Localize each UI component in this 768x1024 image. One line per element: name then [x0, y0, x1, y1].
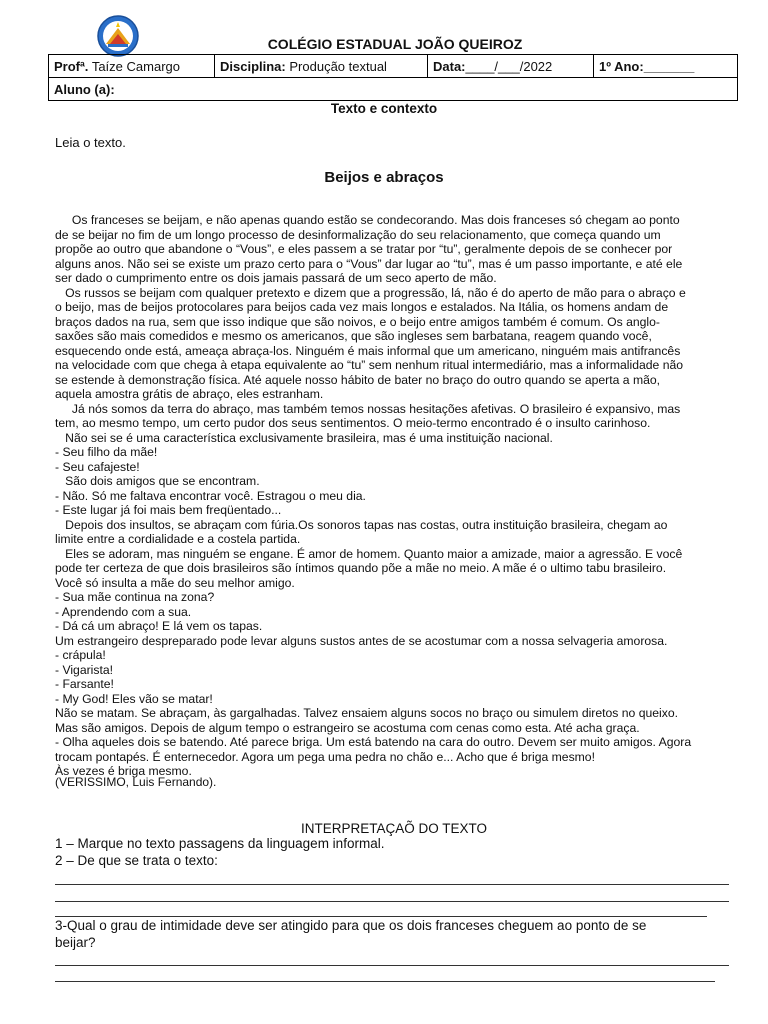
text-line: saxões são mais comedidos e mesmo os americanos, que são ingleses sem barbatana, reagem quando você, [55, 329, 652, 343]
school-name: COLÉGIO ESTADUAL JOÃO QUEIROZ [267, 36, 523, 52]
student-cell [49, 78, 738, 101]
text-line: - Farsante! [55, 677, 114, 691]
citation: (VERISSIMO, Luis Fernando). [55, 775, 217, 789]
text-line: - Aprendendo com a sua. [55, 604, 192, 619]
subject-cell [215, 55, 428, 78]
text-line: - Este lugar já foi mais bem freqüentado... [55, 503, 282, 517]
question-3-line-1: 3-Qual o grau de intimidade deve ser atingido para que os dois franceses cheguem ao ponto de se [55, 918, 647, 933]
text-line: de se beijar no fim de um longo processo de desinformalização do seu relacionamento, que começa quando um [55, 227, 661, 242]
text-line: limite entre a cordialidade e a costela partida. [55, 532, 301, 546]
question-2: 2 – De que se trata o texto: [55, 853, 218, 868]
text-line: ser dado o cumprimento entre os dois jamais passará de um seco aperto de mão. [55, 271, 497, 285]
text-line: pode ter certeza de que dois brasileiros são íntimos quando põe a mãe no meio. A mãe é o ultimo tabu brasileiro. [55, 561, 667, 575]
header-info-table [48, 54, 738, 101]
text-line: trocam pontapés. É enternecedor. Agora um pega uma pedra no chão e... Acho que é briga mesmo! [55, 749, 595, 764]
date-label: Data: [433, 58, 466, 74]
text-line: - Seu cafajeste! [55, 459, 140, 474]
text-line: alguns anos. Não sei se existe um prazo certo para o “Vous” dar lugar ao “tu”, mas é um passo importante, e até ele [55, 256, 683, 271]
text-line: - Olha aqueles dois se batendo. Até parece briga. Um está batendo na cara do outro. Devem ser muito amigos. Agora [55, 735, 692, 749]
subject-name: Produção textual [289, 58, 387, 74]
text-line: - crápula! [55, 648, 106, 662]
text-body [55, 213, 735, 779]
text-line: - Sua mãe continua na zona? [55, 590, 215, 604]
text-line: - My God! Eles vão se matar! [55, 691, 213, 706]
text-line: tem, ao mesmo tempo, um certo pudor dos seus sentimentos. O meio-termo encontrado é o insulto carinhoso. [55, 416, 651, 430]
text-line: braços dados na rua, sem que isso indique que são noivos, e o beijo entre amigos também é comum. Os anglo- [55, 314, 660, 329]
text-line: - Dá cá um abraço! E lá vem os tapas. [55, 619, 263, 633]
text-line: na velocidade com que chega à etapa equivalente ao “tu” sem nenhum ritual intermediário, mas a informalidade não [55, 358, 684, 372]
text-line: Mas são amigos. Depois de algum tempo o estrangeiro se acostuma com cenas como esta. Até acha graça. [55, 720, 640, 735]
text-line: Não se matam. Se abraçam, às gargalhadas. Talvez ensaiem alguns socos no braço ou simulem diretos no queixo. [55, 706, 679, 720]
text-line: Os russos se beijam com qualquer pretexto e dizem que a progressão, lá, não é do aperto de mão para o abraço e [55, 285, 686, 300]
question-3-line-2: beijar? [55, 935, 96, 950]
text-title: Beijos e abraços [324, 169, 444, 186]
text-line: São dois amigos que se encontram. [55, 474, 260, 488]
text-line: - Seu filho da mãe! [55, 445, 158, 459]
answer-line[interactable] [55, 884, 729, 885]
text-line: Depois dos insultos, se abraçam com fúria.Os sonoros tapas nas costas, outra instituição brasileira, chegam ao [55, 517, 668, 532]
grade-label: 1º Ano:_______ [599, 58, 695, 74]
text-line: Os franceses se beijam, e não apenas quando estão se condecorando. Mas dois franceses só chegam ao ponto [55, 213, 680, 227]
text-line: - Não. Só me faltava encontrar você. Estragou o meu dia. [55, 488, 366, 503]
text-line: - Vigarista! [55, 662, 114, 677]
subject-label: Disciplina: [220, 58, 286, 74]
answer-line[interactable] [55, 981, 715, 982]
text-line: propõe ao outro que abandone o “Vous”, e eles passem a se tratar por “tu”, geralmente depois de se conhecer por [55, 242, 673, 256]
date-value: ____/___/2022 [465, 58, 553, 74]
interpretation-title: INTERPRETAÇAÕ DO TEXTO [300, 821, 488, 836]
text-line: o beijo, mas de beijos protocolares para beijos cada vez mais longos e estalados. Na Itália, os homens andam de [55, 300, 669, 314]
teacher-label: Profª. [54, 58, 89, 74]
student-label: Aluno (a): [54, 81, 115, 97]
text-line: se estende à demonstração física. Até aquele nosso hábito de bater no braço do outro quando se aperta a mão, [55, 372, 661, 387]
teacher-cell [49, 55, 215, 78]
text-line: Não sei se é uma característica exclusivamente brasileira, mas é uma instituição nacional. [55, 430, 553, 445]
section-title: Texto e contexto [330, 101, 438, 116]
text-line: Você só insulta a mãe do seu melhor amigo. [55, 575, 295, 590]
answer-line[interactable] [55, 901, 729, 902]
question-1: 1 – Marque no texto passagens da linguagem informal. [55, 836, 385, 851]
text-line: Já nós somos da terra do abraço, mas também temos nossas hesitações afetivas. O brasileiro é expansivo, mas [55, 401, 681, 416]
text-line: Às vezes é briga mesmo. [55, 764, 192, 778]
answer-line[interactable] [55, 916, 707, 917]
grade-cell [594, 55, 738, 78]
text-line: esquecendo onde está, ameaça abraça-los. Ninguém é mais informal que um americano, ninguém mais antifrancês [55, 343, 681, 358]
date-cell [428, 55, 594, 78]
teacher-name: Taíze Camargo [91, 58, 180, 74]
text-line: Um estrangeiro despreparado pode levar alguns sustos antes de se acostumar com a nossa selvageria amorosa. [55, 633, 668, 648]
answer-line[interactable] [55, 965, 729, 966]
text-line: Eles se adoram, mas ninguém se engane. É amor de homem. Quanto maior a amizade, maior a agressão. E você [55, 546, 683, 561]
text-line: aquela amostra grátis de abraço, eles estranham. [55, 387, 324, 401]
instruction: Leia o texto. [55, 135, 126, 150]
